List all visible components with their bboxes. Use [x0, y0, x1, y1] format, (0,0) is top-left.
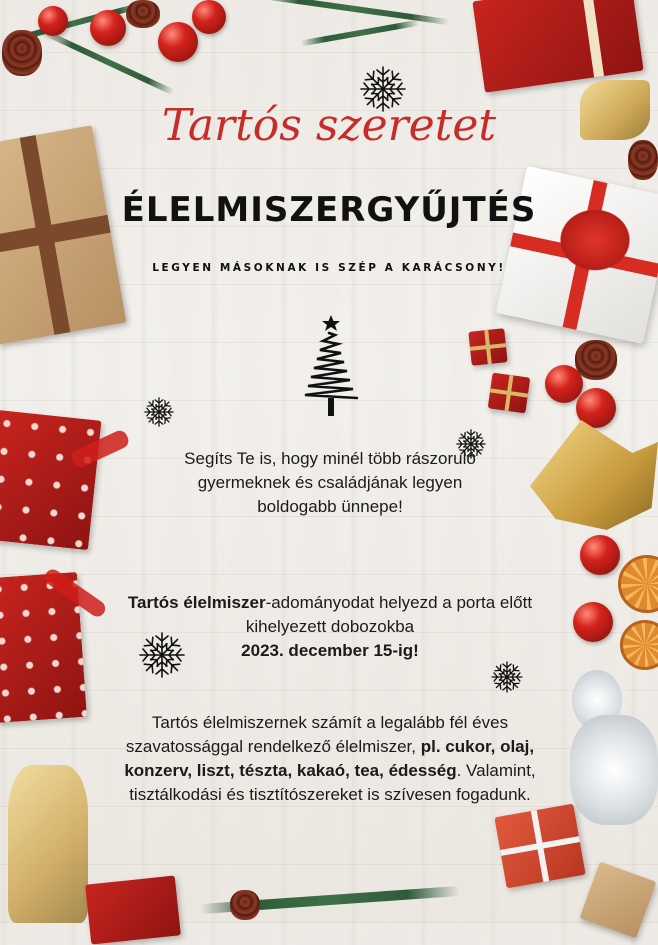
snowflake-icon [143, 396, 175, 428]
pine-cone-decoration [126, 0, 160, 28]
ornament-decoration [158, 22, 198, 62]
info-text-end: . Valamint, tisztálkodási és tisztítószereket is szívesen fogadunk. [129, 761, 536, 804]
snowflake-icon [490, 660, 524, 694]
gift-box-decoration [0, 125, 126, 345]
pine-cone-decoration [230, 890, 260, 920]
gift-box-decoration [494, 804, 585, 889]
dried-orange-decoration [620, 620, 658, 670]
ornament-decoration [38, 6, 68, 36]
pine-branch-decoration [300, 20, 419, 47]
item-list: pl. cukor, olaj, konzerv, liszt, tészta, kakaó, tea, édesség [124, 737, 535, 780]
instruction-paragraph [100, 591, 560, 663]
pine-cone-decoration [575, 340, 617, 380]
ornament-decoration [573, 602, 613, 642]
pine-branch-decoration [261, 0, 450, 25]
bold-text: Tartós élelmiszer [127, 593, 266, 612]
pine-cone-decoration [2, 30, 42, 76]
gold-reindeer-decoration [8, 765, 88, 923]
poster-title: Tartós szeretet [161, 100, 497, 151]
ornament-decoration [580, 535, 620, 575]
gift-box-decoration [85, 875, 181, 944]
poster-subtitle: ÉLELMISZERGYŰJTÉS [121, 190, 537, 230]
info-text-start: Tartós élelmiszernek számít a legalább fél éves szavatossággal rendelkező élelmiszer, [125, 713, 509, 756]
deadline-date: 2023. december 15-ig! [241, 641, 419, 660]
dried-orange-decoration [618, 555, 658, 613]
tinsel-decoration [570, 715, 658, 825]
ornament-decoration [90, 10, 126, 46]
small-gift-decoration [468, 328, 507, 366]
gift-box-decoration [580, 862, 657, 939]
gift-box-decoration [472, 0, 643, 93]
ornament-decoration [192, 0, 226, 34]
poster-tagline: LEGYEN MÁSOKNAK IS SZÉP A KARÁCSONY! [152, 262, 506, 274]
small-gift-decoration [488, 373, 531, 414]
christmas-tree-icon [293, 313, 369, 419]
appeal-paragraph: Segíts Te is, hogy minél több rászoruló gyermeknek és családjának legyen boldogabb ünnepe! [184, 449, 476, 516]
instruction-text: -adományodat helyezd a porta előtt kihelyezett dobozokba [245, 593, 533, 636]
ornament-decoration [545, 365, 583, 403]
gold-tree-ornament-decoration [530, 420, 658, 530]
gift-box-decoration [0, 410, 102, 550]
info-paragraph [110, 711, 550, 807]
